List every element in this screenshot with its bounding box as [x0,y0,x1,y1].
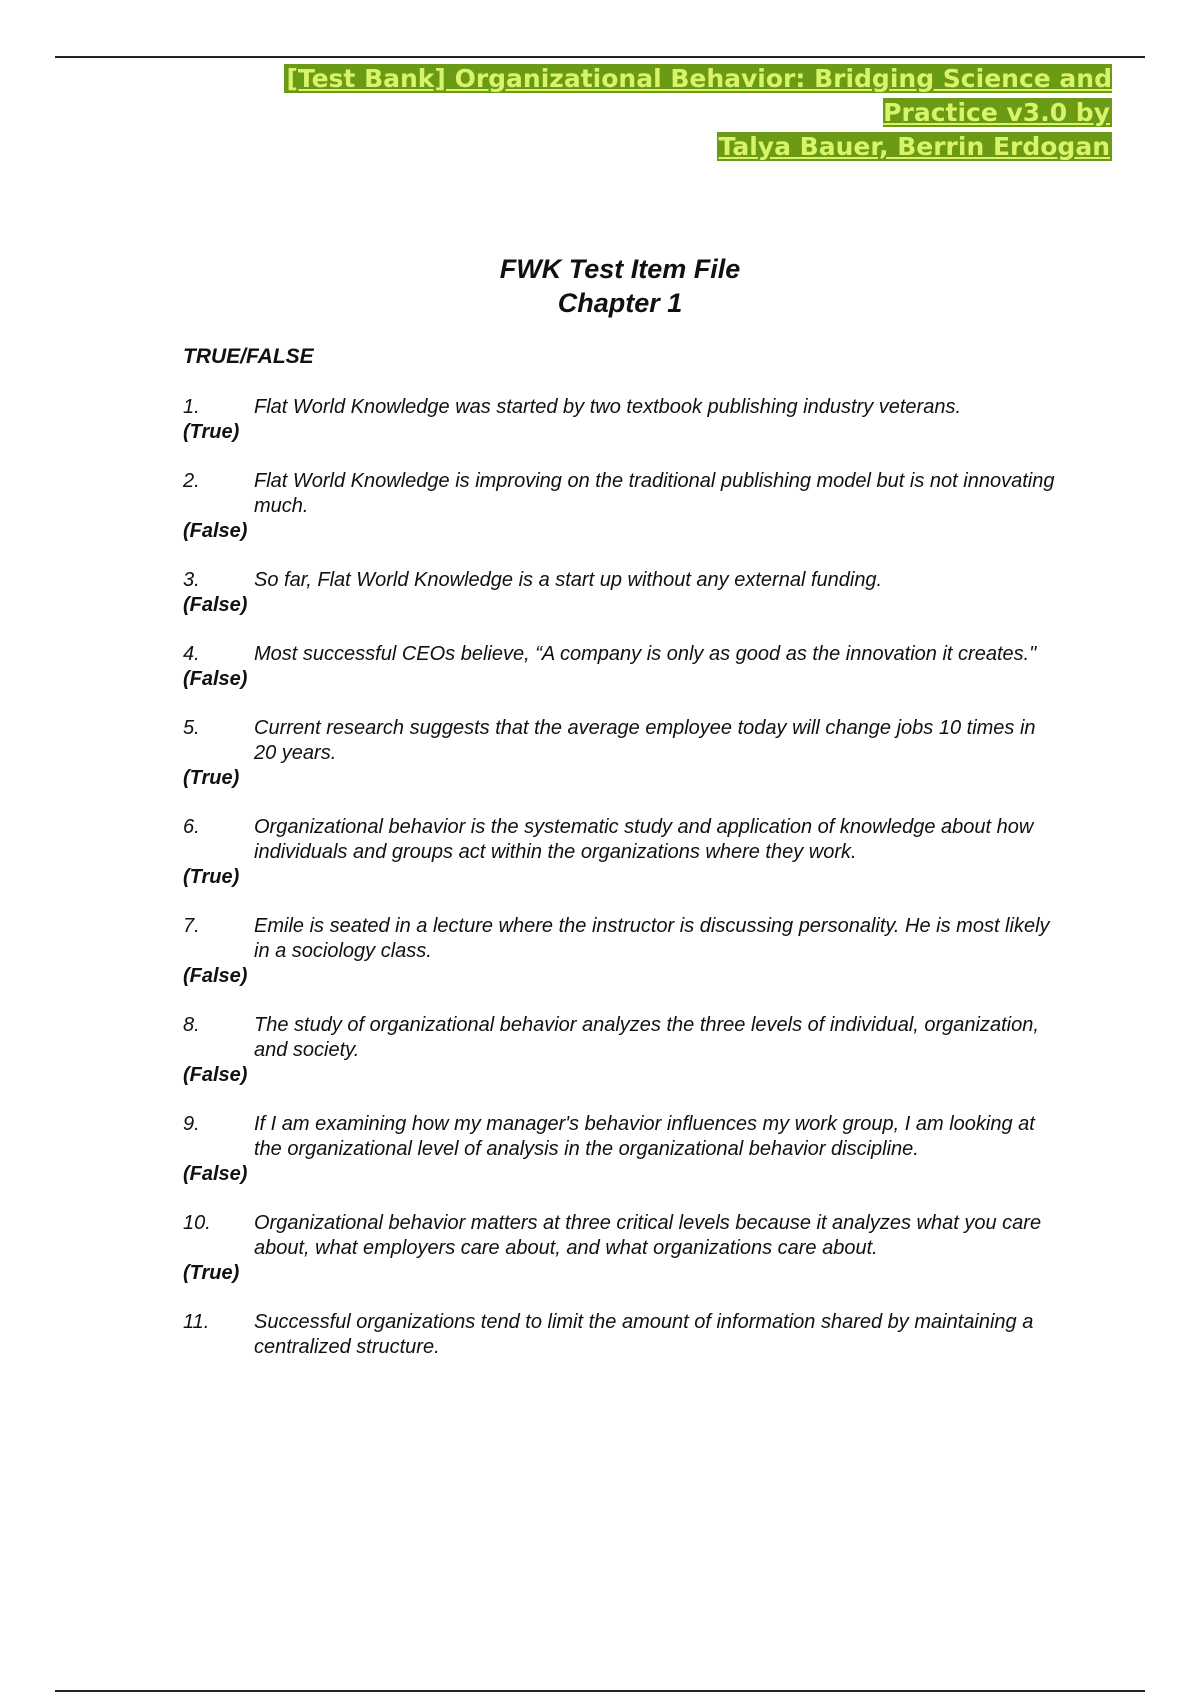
question-number: 9. [183,1113,200,1135]
question-item [183,1112,1063,1187]
question-item [183,1013,1063,1088]
banner-line-1: [Test Bank] Organizational Behavior: Bridging Science and Practice v3.0 by [286,64,1112,127]
question-answer: (False) [183,1163,248,1185]
banner-line-2: Talya Bauer, Berrin Erdogan [718,132,1110,161]
question-item [183,568,1063,618]
question-answer: (False) [183,1064,248,1086]
question-answer: (False) [183,594,248,616]
top-rule [55,56,1145,58]
question-number: 4. [183,643,200,665]
question-text: Emile is seated in a lecture where the instructor is discussing personality. He is most likely in a sociology class. [254,915,1050,962]
question-number: 11. [183,1311,210,1333]
question-number: 2. [183,470,200,492]
question-item [183,1310,1063,1360]
page-title [0,252,1200,320]
question-number: 3. [183,569,200,591]
question-number: 6. [183,816,200,838]
question-answer: (True) [183,866,240,888]
title-line-2: Chapter 1 [557,288,683,318]
question-answer: (False) [183,965,248,987]
question-list [183,395,1063,1384]
question-answer: (True) [183,767,240,789]
question-text: Organizational behavior is the systematic study and application of knowledge about how individuals and groups act within the organizations where they work. [254,816,1034,863]
question-text: Most successful CEOs believe, “A company is only as good as the innovation it creates." [254,643,1037,665]
question-item [183,815,1063,890]
question-number: 1. [183,396,200,418]
question-item [183,469,1063,544]
question-number: 8. [183,1014,200,1036]
question-text: If I am examining how my manager's behavior influences my work group, I am looking at the organizational level of analysis in the organizational behavior discipline. [254,1113,1035,1160]
question-answer: (True) [183,421,240,443]
question-item [183,395,1063,445]
bottom-rule [55,1690,1145,1692]
question-text: Successful organizations tend to limit the amount of information shared by maintaining a centralized structure. [254,1311,1034,1358]
question-item [183,716,1063,791]
section-heading: TRUE/FALSE [183,345,314,368]
question-text: Flat World Knowledge was started by two textbook publishing industry veterans. [254,396,962,418]
question-text: Flat World Knowledge is improving on the traditional publishing model but is not innovating much. [254,470,1055,517]
question-number: 7. [183,915,200,937]
question-item [183,914,1063,989]
question-text: So far, Flat World Knowledge is a start up without any external funding. [254,569,883,591]
question-text: Current research suggests that the average employee today will change jobs 10 times in 20 years. [254,717,1036,764]
question-item [183,642,1063,692]
question-number: 10. [183,1212,211,1234]
question-answer: (False) [183,668,248,690]
title-line-1: FWK Test Item File [499,254,741,284]
question-text: The study of organizational behavior analyzes the three levels of individual, organization, and society. [254,1014,1039,1061]
question-text: Organizational behavior matters at three critical levels because it analyzes what you care about, what employers care about, and what organizations care about. [254,1212,1042,1259]
question-answer: (True) [183,1262,240,1284]
question-item [183,1211,1063,1286]
document-source-banner [185,62,1112,164]
question-answer: (False) [183,520,248,542]
question-number: 5. [183,717,200,739]
